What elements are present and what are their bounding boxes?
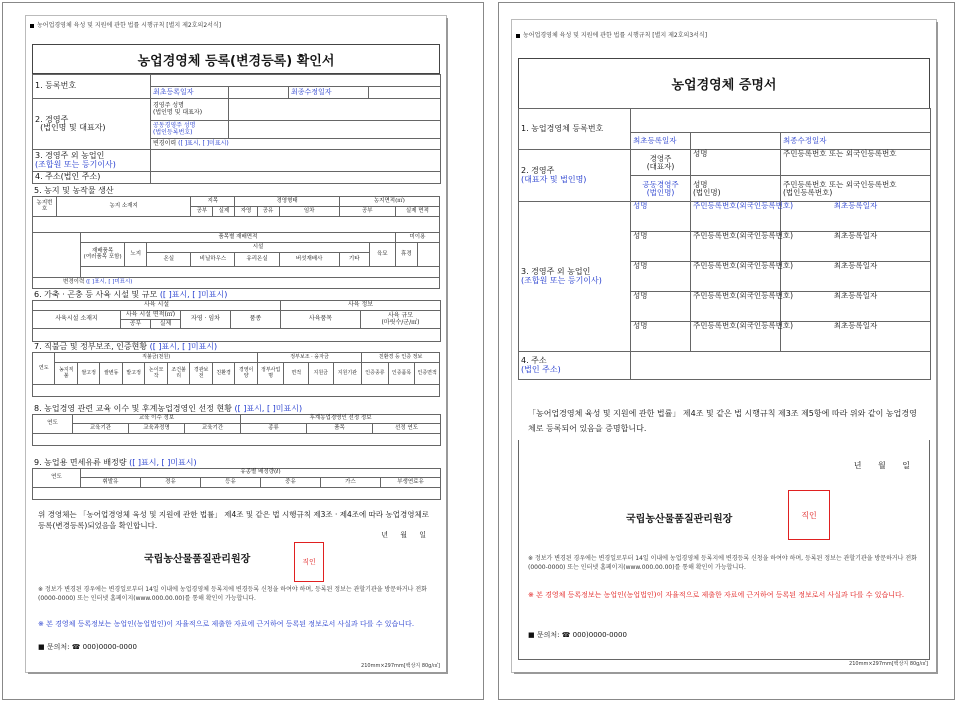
l-s9-col-4: 가스: [321, 478, 381, 488]
l-s7-col-10: 정부사업명: [257, 363, 284, 385]
l-s5-ar1: 공부: [339, 207, 395, 217]
r-contact: ■ 문의처: ☎ 000)0000-0000: [528, 631, 627, 639]
l-s3-label: 3. 경영주 외 농업인: [35, 151, 105, 161]
r-s2-r1-id: 주민등록번호 또는 외국인등록번호: [781, 150, 931, 176]
r-s3-r5-reg: 최초등록일자: [781, 322, 931, 352]
r-s3-r5-id: 주민등록번호(외국인등록번호): [691, 322, 781, 352]
r-s2-r2-id-b: (법인등록번호): [783, 187, 833, 197]
l-s1-last-val: [369, 87, 441, 99]
r-s3-sub: (조합원 또는 등기이사): [521, 275, 602, 285]
l-s5-h7: 휴경: [395, 243, 417, 267]
r-s1-label: 1. 농업경영체 등록번호: [519, 109, 631, 150]
l-s6-loc: 사육시설 소재지: [33, 311, 121, 329]
l-s5-h6: 육묘: [369, 243, 395, 267]
l-issuer: 국립농산물품질관리원장: [144, 554, 251, 565]
l-s6-mark: ([ ]표시, [ ]미표시): [159, 290, 228, 299]
l-s1-first: 최초등록일자: [151, 87, 229, 99]
l-s5-mark: ([ ]표시, [ ]미표시): [86, 279, 133, 286]
l-s9-table: [32, 468, 441, 500]
l-s5-h4: 버섯재배사: [279, 253, 339, 267]
l-s3-sub: (조합원 또는 등기이사): [35, 159, 116, 169]
l-s5-h1: 온실: [147, 253, 191, 267]
right-header: [516, 30, 707, 39]
l-s6-table: [32, 300, 441, 342]
l-s8-c3: 교육기간: [185, 424, 241, 434]
l-s2-label: 2. 경영주: [35, 114, 69, 124]
l-s7-table: [32, 352, 440, 397]
left-header: [30, 20, 221, 29]
l-s5-st1: 자영: [235, 207, 257, 217]
l-s8-c6: 선정 연도: [373, 424, 441, 434]
l-s7-col-9: 경영이양: [235, 363, 258, 385]
l-s6-blank: [33, 329, 441, 342]
l-s5-j2: 실제: [213, 207, 235, 217]
l-s5-crop-blank: [81, 267, 440, 278]
l-s9-blank: [33, 488, 441, 500]
l-s2-r1a: 경영주 성명: [153, 102, 184, 110]
l-paper: 210mm×297mm[백상지 80g/㎡]: [361, 663, 440, 669]
l-s2-r1-val: [229, 99, 441, 121]
l-s9-col-1: 경유: [141, 478, 201, 488]
left-title: [32, 44, 440, 74]
right-document: [512, 20, 936, 672]
l-s5-jimok: 지목: [191, 197, 235, 207]
r-s3-r3-id: 주민등록번호(외국인등록번호): [691, 262, 781, 292]
l-s5-st2: 공유: [257, 207, 279, 217]
r-s2-sub: (대표자 및 법인명): [521, 174, 587, 184]
l-s9-label: 9. 농업용 면세유류 배정량: [34, 458, 127, 467]
l-s1-first-val: [229, 87, 289, 99]
l-s8-edu: 교육 이수 정보: [73, 415, 241, 424]
r-s3-r1-name: 성명: [631, 202, 691, 232]
r-s3-r2-id: 주민등록번호(외국인등록번호): [691, 232, 781, 262]
l-s6-scale-b: (마릿수/군/㎡): [381, 318, 420, 326]
l-s3-cell: [33, 150, 151, 172]
right-table: [518, 108, 931, 380]
r-s2-r1-name: 성명: [691, 150, 781, 176]
l-s6-title: [34, 289, 227, 300]
r-s2-r2-id: [781, 176, 931, 202]
l-s7-col-12: 지원금: [308, 363, 333, 385]
l-s9-fuel: 유종별 배정량(ℓ): [81, 469, 441, 478]
l-s2-r2a: 공동경영주 성명: [153, 122, 196, 130]
r-paper: 210mm×297mm[백상지 80g/㎡]: [849, 661, 928, 667]
left-header-text: 농어업경영체 육성 및 지원에 관한 법률 시행규칙 [별지 제2호의2서식]: [37, 22, 222, 29]
right-title: [518, 58, 930, 108]
l-s9-col-3: 중유: [261, 478, 321, 488]
l-s9-mark: ([ ]표시, [ ]미표시): [129, 458, 197, 467]
l-s5-crop-a: 재배품목: [92, 247, 114, 254]
l-s5-change: [33, 278, 440, 289]
l-s5-st3: 임차: [279, 207, 339, 217]
l-date: 년 월 일: [381, 531, 426, 539]
left-title-text: 농업경영체 등록(변경등록) 확인서: [137, 53, 335, 69]
l-s2-r2: [151, 121, 229, 139]
r-s1-last: 최종수정일자: [783, 136, 827, 146]
l-s2-r1: [151, 99, 229, 121]
r-s3-r3-name: 성명: [631, 262, 691, 292]
l-seal: [294, 542, 324, 582]
r-s4-label: 4. 주소: [521, 356, 547, 366]
l-s7-col-11: 면적: [284, 363, 309, 385]
l-s6-fa1: 공부: [121, 320, 151, 329]
l-s2-mark: ([ ]표시, [ ]미표시): [178, 139, 229, 147]
r-s2-r2-name: [691, 176, 781, 202]
r-s2-label: 2. 경영주: [521, 166, 555, 176]
r-s2-r2-name-b: (법인명): [693, 187, 721, 197]
l-s3-val: [151, 150, 441, 172]
l-seal-text: 직인: [302, 558, 316, 566]
l-s6-scale: [361, 311, 441, 329]
right-title-text: 농업경영체 증명서: [671, 78, 777, 93]
r-note2: ※ 본 경영체 등록정보는 농업인(농업법인)이 자율적으로 제출한 자료에 근거하여 등록된 정보로서 사실과 다를 수 있습니다.: [528, 591, 905, 599]
l-s4-val: [151, 172, 441, 184]
l-s5-extra: [417, 243, 439, 267]
l-s5-crop: [81, 243, 125, 267]
r-s3-r2-reg: 최초등록일자: [781, 232, 931, 262]
l-s4-label: 4. 주소(법인 주소): [35, 172, 101, 182]
r-s1-first: 최초등록일자: [631, 133, 691, 150]
l-s7-blank: [33, 385, 440, 397]
l-s7-title: [34, 341, 217, 352]
l-note2: ※ 본 경영체 등록정보는 농업인(농업법인)이 자율적으로 제출한 자료에 근거하여 등록된 정보로서 사실과 다를 수 있습니다.: [38, 620, 415, 628]
r-s2-r1b: (대표자): [646, 161, 675, 171]
l-s7-col-7: 경관보전: [190, 363, 212, 385]
l-s7-col-3: 쌀변동: [100, 363, 122, 385]
r-issuer: 국립농산물품질관리원장: [626, 514, 733, 525]
l-s8-mark: ([ ]표시, [ ]미표시): [234, 404, 303, 413]
l-s5-h2: 비닐하우스: [191, 253, 235, 267]
l-s8-title: [34, 403, 302, 414]
l-s4-cell: [33, 172, 151, 184]
l-s2-sub: (법인명 및 대표자): [40, 123, 106, 132]
l-s7-label: 7. 직불금 및 정부보조, 인증현황: [34, 342, 148, 351]
l-s8-c1: 교육기관: [73, 424, 129, 434]
l-s8-c2: 교육과정명: [129, 424, 185, 434]
l-s7-col-4: 밭고정: [122, 363, 144, 385]
l-s5-table: [32, 196, 440, 289]
l-s8-year: 연도: [33, 415, 73, 434]
l-s7-col-16: 인증면적: [415, 363, 440, 385]
l-s8-table: [32, 414, 441, 446]
l-s6-breed: 사육품목: [281, 311, 361, 329]
r-body-border: [518, 440, 930, 660]
r-s2-r2-name-a: 성명: [693, 179, 708, 189]
l-s8-c5: 품목: [307, 424, 373, 434]
l-s5-blank: [33, 217, 440, 233]
r-s3-r3-reg: 최초등록일자: [781, 262, 931, 292]
r-s2-r1a: 경영주: [649, 153, 672, 163]
l-s7-col-13: 지원기관: [333, 363, 362, 385]
r-s4-val: [631, 352, 931, 380]
left-table-top: [32, 74, 441, 184]
l-s9-year: 연도: [33, 469, 81, 488]
l-s2-cell: [33, 99, 151, 150]
l-s1-last: 최종수정일자: [289, 87, 369, 99]
left-document: [26, 16, 446, 672]
l-note1: ※ 정보가 변경된 경우에는 변경일로부터 14일 이내에 농업경영체 등록지에 변경등록 신청을 하여야 하며, 등록된 정보는 관할기관을 방문하거나 전화(0000-0000) 또는 인터넷 홈페이지(www.000.00.00)를 통해 확인이 가능합니다.: [38, 586, 427, 602]
right-header-text: 농어업경영체 육성 및 지원에 관한 법률 시행규칙 [별지 제2호의3서식]: [523, 32, 708, 39]
l-s5-unit: 미이용: [395, 233, 439, 243]
l-s6-scale-a: 사육 규모: [387, 312, 414, 320]
l-s5-label: 5. 농지 및 농작물 생산: [34, 186, 114, 195]
l-s5-h3: 유리온실: [235, 253, 279, 267]
r-s2-r1: [631, 150, 691, 176]
l-s5-crop-area: 품목별 재배면적: [81, 233, 396, 243]
r-s4-cell: [519, 352, 631, 380]
l-s9-col-2: 등유: [201, 478, 261, 488]
r-s3-r1-id: 주민등록번호(외국인등록번호): [691, 202, 781, 232]
r-s3-r5-name: 성명: [631, 322, 691, 352]
l-s5-ar2: 실제 면적: [395, 207, 439, 217]
l-s7-direct: 직불금(천원): [55, 353, 257, 363]
r-s2-r2b: (법인명): [646, 187, 675, 197]
r-note1: ※ 정보가 변경된 경우에는 변경일로부터 14일 이내에 농업경영체 등록지에 변경등록 신청을 하여야 하며, 등록된 정보는 관할기관을 방문하거나 전화(0000-0000) 또는 인터넷 홈페이지(www.000.00.00)를 통해 확인이 가능합니다.: [528, 555, 917, 572]
r-s2-r2-id-a: 주민등록번호 또는 외국인등록번호: [783, 179, 897, 189]
l-s9-title: [34, 457, 197, 468]
l-s2-r3a: 변경이력: [153, 139, 177, 147]
l-s5-h5: 기타: [339, 253, 369, 267]
r-s3-r1-reg: 최초등록일자: [781, 202, 931, 232]
l-s5-house: 시설: [147, 243, 370, 253]
l-s7-sub: 정부보조 · 융자금: [257, 353, 361, 363]
l-s8-suc: 후계농업경영인 선정 정보: [241, 415, 441, 424]
l-s5-left-blank: [33, 233, 81, 278]
l-s5-state: 경영형태: [235, 197, 339, 207]
l-s5-num: 농지번호: [33, 197, 57, 217]
l-s7-col-0: 연도: [33, 353, 55, 385]
l-s6-kind: 품종: [231, 311, 281, 329]
l-s7-col-8: 친환경: [212, 363, 234, 385]
l-s2-r1b: (법인명 및 대표자): [153, 108, 203, 116]
l-s9-col-0: 휘발유: [81, 478, 141, 488]
l-s7-col-15: 인증품목: [388, 363, 415, 385]
l-s5-crop-b: (여러품목 포함): [83, 253, 122, 260]
l-s8-c4: 종류: [241, 424, 307, 434]
l-s5-area: 농지면적(㎡): [339, 197, 439, 207]
r-statement: 「농어업경영체 육성 및 지원에 관한 법률」 제4조 및 같은 법 시행규칙 제3조 제5항에 따라 위와 같이 농업경영체로 등록되어 있음을 증명합니다.: [528, 409, 917, 434]
r-s1-val: [631, 109, 931, 133]
l-s5-j1: 공부: [191, 207, 213, 217]
l-s6-fa2: 실제: [151, 320, 181, 329]
l-s8-blank: [33, 434, 441, 446]
r-seal-text: 직인: [801, 510, 817, 520]
l-s6-own: 자영 · 임차: [181, 311, 231, 329]
l-s7-mark: ([ ]표시, [ ]미표시): [149, 342, 218, 351]
l-s2-r2-val: [229, 121, 441, 139]
l-s6-info: 사육 정보: [281, 301, 441, 311]
l-statement: 위 경영체는 「농어업경영체 육성 및 지원에 관한 법률」 제4조 및 같은 법 시행규칙 제3조 · 제4조에 따라 농업경영체로 등록(변경등록)되었음을 확인합니다.: [38, 510, 430, 530]
r-s3-r4-name: 성명: [631, 292, 691, 322]
l-s7-col-14: 인증종류: [362, 363, 389, 385]
r-s4-sub: (법인 주소): [521, 364, 561, 374]
l-contact: ■ 문의처: ☎ 000)0000-0000: [38, 643, 137, 651]
r-s3-r4-reg: 최초등록일자: [781, 292, 931, 322]
l-s6-farea: 사육 시설 면적(㎡): [121, 311, 181, 320]
r-s2-r2: [631, 176, 691, 202]
r-seal: [788, 490, 830, 540]
r-s3-cell: [519, 202, 631, 352]
l-s1-label: 1. 등록번호: [33, 75, 151, 99]
l-s6-label: 6. 가축 · 곤충 등 사육 시설 및 규모: [34, 290, 158, 299]
l-s2-r3: [151, 139, 441, 150]
l-s9-col-5: 부생연료유: [381, 478, 441, 488]
l-s7-col-5: 논이모작: [145, 363, 167, 385]
l-s7-col-2: 쌀고정: [77, 363, 99, 385]
l-s2-r2b: (법인등록번호): [153, 128, 193, 136]
l-s5-open: 노지: [125, 243, 147, 267]
l-s8-label: 8. 농업경영 관련 교육 이수 및 후계농업경영인 선정 현황: [34, 404, 232, 413]
l-s7-col-6: 조건불리: [167, 363, 189, 385]
r-s1-first-val: [691, 133, 781, 150]
r-s3-label: 3. 경영주 외 농업인: [521, 267, 591, 277]
r-s3-r4-id: 주민등록번호(외국인등록번호): [691, 292, 781, 322]
l-s6-fac: 사육 시설: [33, 301, 281, 311]
r-s2-r2a: 공동경영주: [642, 179, 679, 189]
r-s2-cell: [519, 150, 631, 202]
r-s1-last-cell: [781, 133, 931, 150]
l-s7-cert: 친환경 등 인증 정보: [362, 353, 440, 363]
l-s7-col-1: 농지직불: [55, 363, 77, 385]
l-s5-addr: 농지 소재지: [57, 197, 191, 217]
l-s5-change-a: 변경이력: [63, 279, 85, 286]
l-s1-value: [151, 75, 441, 87]
r-s3-r2-name: 성명: [631, 232, 691, 262]
r-date: 년 월 일: [853, 461, 910, 470]
